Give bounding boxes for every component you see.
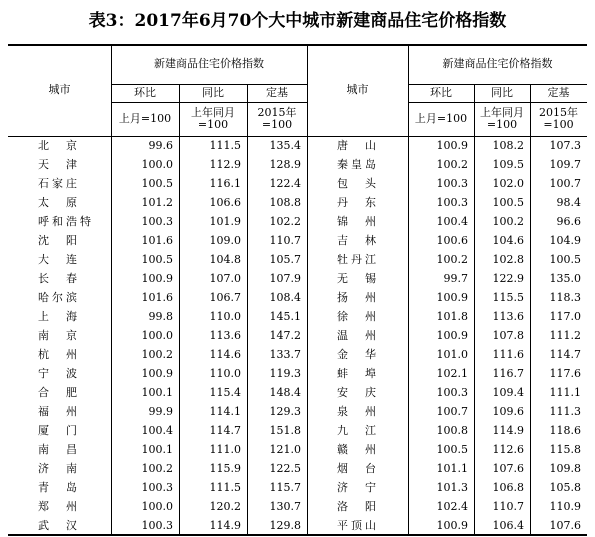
left-index-value: 145.1	[269, 309, 301, 323]
left-index-value: 100.3	[141, 518, 173, 532]
table-top-rule	[8, 44, 587, 46]
right-index-value: 135.0	[549, 271, 581, 285]
right-index-value: 100.3	[436, 176, 468, 190]
left-city-name: 济 南	[38, 461, 80, 475]
right-index-value: 100.3	[436, 385, 468, 399]
left-index-value: 114.6	[209, 347, 241, 361]
right-index-value: 106.4	[492, 518, 524, 532]
left-index-value: 100.0	[141, 328, 173, 342]
right-city-name: 九 江	[337, 423, 379, 437]
right-index-value: 105.8	[549, 480, 581, 494]
right-index-value: 104.6	[492, 233, 524, 247]
left-city-header: 城市	[48, 83, 71, 96]
right-index-value: 102.1	[436, 366, 468, 380]
right-city-name: 丹 东	[337, 195, 379, 209]
right-index-value: 107.8	[492, 328, 524, 342]
left-mom-subheader: 上月=100	[118, 112, 172, 125]
right-yoy-subheader: 上年同月=100	[480, 106, 524, 131]
right-index-value: 100.5	[436, 442, 468, 456]
left-index-value: 114.9	[209, 518, 241, 532]
left-index-value: 100.9	[141, 366, 173, 380]
header-bottom-rule	[8, 136, 587, 137]
right-city-name: 吉 林	[337, 233, 379, 247]
right-city-name: 锦 州	[337, 214, 379, 228]
right-index-value: 98.4	[556, 195, 581, 209]
left-index-value: 108.4	[269, 290, 301, 304]
left-index-value: 100.1	[141, 385, 173, 399]
left-city-name: 哈尔滨	[38, 290, 80, 304]
right-index-value: 100.2	[436, 252, 468, 266]
right-index-value: 106.8	[492, 480, 524, 494]
left-index-value: 105.7	[269, 252, 301, 266]
left-index-value: 100.0	[141, 157, 173, 171]
left-index-value: 111.5	[209, 138, 241, 152]
left-group-rule	[111, 84, 307, 85]
left-index-value: 99.9	[148, 404, 173, 418]
right-index-value: 114.7	[549, 347, 581, 361]
right-index-value: 102.8	[492, 252, 524, 266]
left-index-value: 115.7	[269, 480, 301, 494]
left-index-value: 101.6	[141, 233, 173, 247]
left-index-value: 130.7	[269, 499, 301, 513]
left-base-subheader: 2015年=100	[257, 106, 297, 131]
left-city-name: 武 汉	[38, 518, 80, 532]
right-index-value: 108.2	[492, 138, 524, 152]
right-index-value: 109.7	[549, 157, 581, 171]
left-sub-rule	[111, 102, 307, 103]
left-index-value: 100.2	[141, 347, 173, 361]
left-index-value: 106.7	[209, 290, 241, 304]
left-index-value: 148.4	[269, 385, 301, 399]
left-index-value: 101.2	[141, 195, 173, 209]
right-city-name: 安 庆	[337, 385, 379, 399]
left-city-name: 杭 州	[38, 347, 80, 361]
left-group-header: 新建商品住宅价格指数	[154, 57, 264, 70]
left-index-value: 99.8	[148, 309, 173, 323]
right-index-value: 107.3	[549, 138, 581, 152]
right-index-value: 100.3	[436, 195, 468, 209]
left-index-value: 111.0	[209, 442, 241, 456]
right-index-value: 114.9	[492, 423, 524, 437]
right-index-value: 115.8	[549, 442, 581, 456]
left-index-value: 100.4	[141, 423, 173, 437]
left-index-value: 129.8	[269, 518, 301, 532]
left-index-value: 99.6	[148, 138, 173, 152]
column-rule	[247, 84, 248, 535]
left-index-value: 104.8	[209, 252, 241, 266]
left-index-value: 100.0	[141, 499, 173, 513]
left-index-value: 114.7	[209, 423, 241, 437]
column-rule	[530, 84, 531, 535]
left-index-value: 110.7	[269, 233, 301, 247]
right-index-value: 107.6	[492, 461, 524, 475]
right-index-value: 100.5	[492, 195, 524, 209]
right-index-value: 100.8	[436, 423, 468, 437]
price-index-table	[8, 44, 587, 536]
left-index-value: 107.0	[209, 271, 241, 285]
right-city-name: 无 锡	[337, 271, 379, 285]
left-city-name: 长 春	[38, 271, 80, 285]
right-index-value: 122.9	[492, 271, 524, 285]
right-city-name: 温 州	[337, 328, 379, 342]
left-city-name: 南 昌	[38, 442, 80, 456]
left-index-value: 147.2	[269, 328, 301, 342]
right-index-value: 100.2	[492, 214, 524, 228]
column-rule	[474, 84, 475, 535]
right-index-value: 111.1	[549, 385, 581, 399]
left-index-value: 122.4	[269, 176, 301, 190]
left-city-name: 呼和浩特	[38, 214, 94, 228]
right-index-value: 102.4	[436, 499, 468, 513]
right-index-value: 118.3	[549, 290, 581, 304]
right-index-value: 101.1	[436, 461, 468, 475]
right-city-header: 城市	[346, 83, 369, 96]
table-title: 表3：2017年6月70个大中城市新建商品住宅价格指数	[88, 11, 507, 31]
left-index-value: 106.6	[209, 195, 241, 209]
right-sub-rule	[408, 102, 587, 103]
left-index-value: 151.8	[269, 423, 301, 437]
right-index-value: 111.2	[549, 328, 581, 342]
left-index-value: 109.0	[209, 233, 241, 247]
right-index-value: 109.5	[492, 157, 524, 171]
right-index-value: 100.5	[549, 252, 581, 266]
left-index-value: 129.3	[269, 404, 301, 418]
right-index-value: 100.7	[436, 404, 468, 418]
right-index-value: 112.6	[492, 442, 524, 456]
right-index-value: 109.6	[492, 404, 524, 418]
left-index-value: 122.5	[269, 461, 301, 475]
column-rule	[307, 44, 308, 535]
left-index-value: 102.2	[269, 214, 301, 228]
right-index-value: 117.0	[549, 309, 581, 323]
right-base-subheader: 2015年=100	[539, 106, 578, 131]
right-group-rule	[408, 84, 587, 85]
right-city-name: 烟 台	[337, 461, 379, 475]
right-index-value: 110.7	[492, 499, 524, 513]
left-index-value: 110.0	[209, 309, 241, 323]
left-index-value: 115.9	[209, 461, 241, 475]
left-index-value: 119.3	[269, 366, 301, 380]
right-index-value: 100.2	[436, 157, 468, 171]
right-yoy-header: 同比	[491, 86, 513, 99]
right-city-name: 包 头	[337, 176, 379, 190]
right-index-value: 100.9	[436, 328, 468, 342]
left-city-name: 宁 波	[38, 366, 80, 380]
right-index-value: 101.3	[436, 480, 468, 494]
right-index-value: 117.6	[549, 366, 581, 380]
right-index-value: 111.3	[549, 404, 581, 418]
left-index-value: 113.6	[209, 328, 241, 342]
left-index-value: 110.0	[209, 366, 241, 380]
left-city-name: 大 连	[38, 252, 80, 266]
right-city-name: 徐 州	[337, 309, 379, 323]
left-index-value: 100.1	[141, 442, 173, 456]
right-base-header: 定基	[547, 86, 570, 99]
right-index-value: 109.8	[549, 461, 581, 475]
right-city-name: 济 宁	[337, 480, 379, 494]
left-index-value: 100.3	[141, 480, 173, 494]
right-city-name: 秦皇岛	[337, 157, 379, 171]
left-yoy-header: 同比	[202, 86, 224, 99]
left-city-name: 福 州	[38, 404, 80, 418]
right-index-value: 100.7	[549, 176, 581, 190]
left-mom-header: 环比	[134, 86, 156, 99]
right-index-value: 101.0	[436, 347, 468, 361]
left-city-name: 厦 门	[38, 423, 80, 437]
left-index-value: 108.8	[269, 195, 301, 209]
left-index-value: 107.9	[269, 271, 301, 285]
column-rule	[111, 44, 112, 535]
left-index-value: 100.2	[141, 461, 173, 475]
left-index-value: 101.9	[209, 214, 241, 228]
left-index-value: 135.4	[269, 138, 301, 152]
left-city-name: 合 肥	[38, 385, 80, 399]
right-index-value: 115.5	[492, 290, 524, 304]
right-index-value: 100.4	[436, 214, 468, 228]
right-index-value: 100.9	[436, 138, 468, 152]
left-index-value: 120.2	[209, 499, 241, 513]
right-mom-header: 环比	[430, 86, 452, 99]
right-city-name: 唐 山	[337, 138, 379, 152]
left-index-value: 112.9	[209, 157, 241, 171]
right-city-name: 牡丹江	[337, 252, 379, 266]
left-city-name: 上 海	[38, 309, 80, 323]
left-index-value: 128.9	[269, 157, 301, 171]
right-city-name: 泉 州	[337, 404, 379, 418]
right-index-value: 104.9	[549, 233, 581, 247]
right-index-value: 111.6	[492, 347, 524, 361]
left-index-value: 133.7	[269, 347, 301, 361]
left-index-value: 111.5	[209, 480, 241, 494]
left-city-name: 石家庄	[38, 176, 80, 190]
left-index-value: 101.6	[141, 290, 173, 304]
right-city-name: 平顶山	[337, 518, 379, 532]
right-index-value: 100.9	[436, 518, 468, 532]
left-base-header: 定基	[266, 86, 288, 99]
left-city-name: 青 岛	[38, 480, 80, 494]
right-index-value: 110.9	[549, 499, 581, 513]
right-city-name: 赣 州	[337, 442, 379, 456]
left-city-name: 沈 阳	[38, 233, 80, 247]
left-index-value: 100.5	[141, 176, 173, 190]
left-city-name: 郑 州	[38, 499, 80, 513]
right-city-name: 蚌 埠	[337, 366, 379, 380]
right-index-value: 100.6	[436, 233, 468, 247]
right-index-value: 118.6	[549, 423, 581, 437]
right-city-name: 洛 阳	[337, 499, 379, 513]
right-index-value: 107.6	[549, 518, 581, 532]
left-city-name: 天 津	[38, 157, 80, 171]
left-index-value: 116.1	[209, 176, 241, 190]
right-city-name: 金 华	[337, 347, 379, 361]
right-index-value: 113.6	[492, 309, 524, 323]
right-mom-subheader: 上月=100	[414, 112, 468, 125]
left-yoy-subheader: 上年同月=100	[191, 106, 235, 131]
right-group-header: 新建商品住宅价格指数	[442, 57, 553, 70]
right-index-value: 96.6	[556, 214, 581, 228]
right-index-value: 100.9	[436, 290, 468, 304]
column-rule	[408, 44, 409, 535]
left-city-name: 太 原	[38, 195, 80, 209]
left-index-value: 100.5	[141, 252, 173, 266]
left-index-value: 100.9	[141, 271, 173, 285]
left-city-name: 南 京	[38, 328, 80, 342]
right-index-value: 116.7	[492, 366, 524, 380]
left-index-value: 121.0	[269, 442, 301, 456]
column-rule	[179, 84, 180, 535]
right-index-value: 102.0	[492, 176, 524, 190]
right-index-value: 101.8	[436, 309, 468, 323]
left-index-value: 100.3	[141, 214, 173, 228]
table-bottom-rule	[8, 534, 587, 536]
left-index-value: 115.4	[209, 385, 241, 399]
left-city-name: 北 京	[38, 138, 80, 152]
right-index-value: 99.7	[443, 271, 468, 285]
right-index-value: 109.4	[492, 385, 524, 399]
left-index-value: 114.1	[209, 404, 241, 418]
right-city-name: 扬 州	[337, 290, 379, 304]
